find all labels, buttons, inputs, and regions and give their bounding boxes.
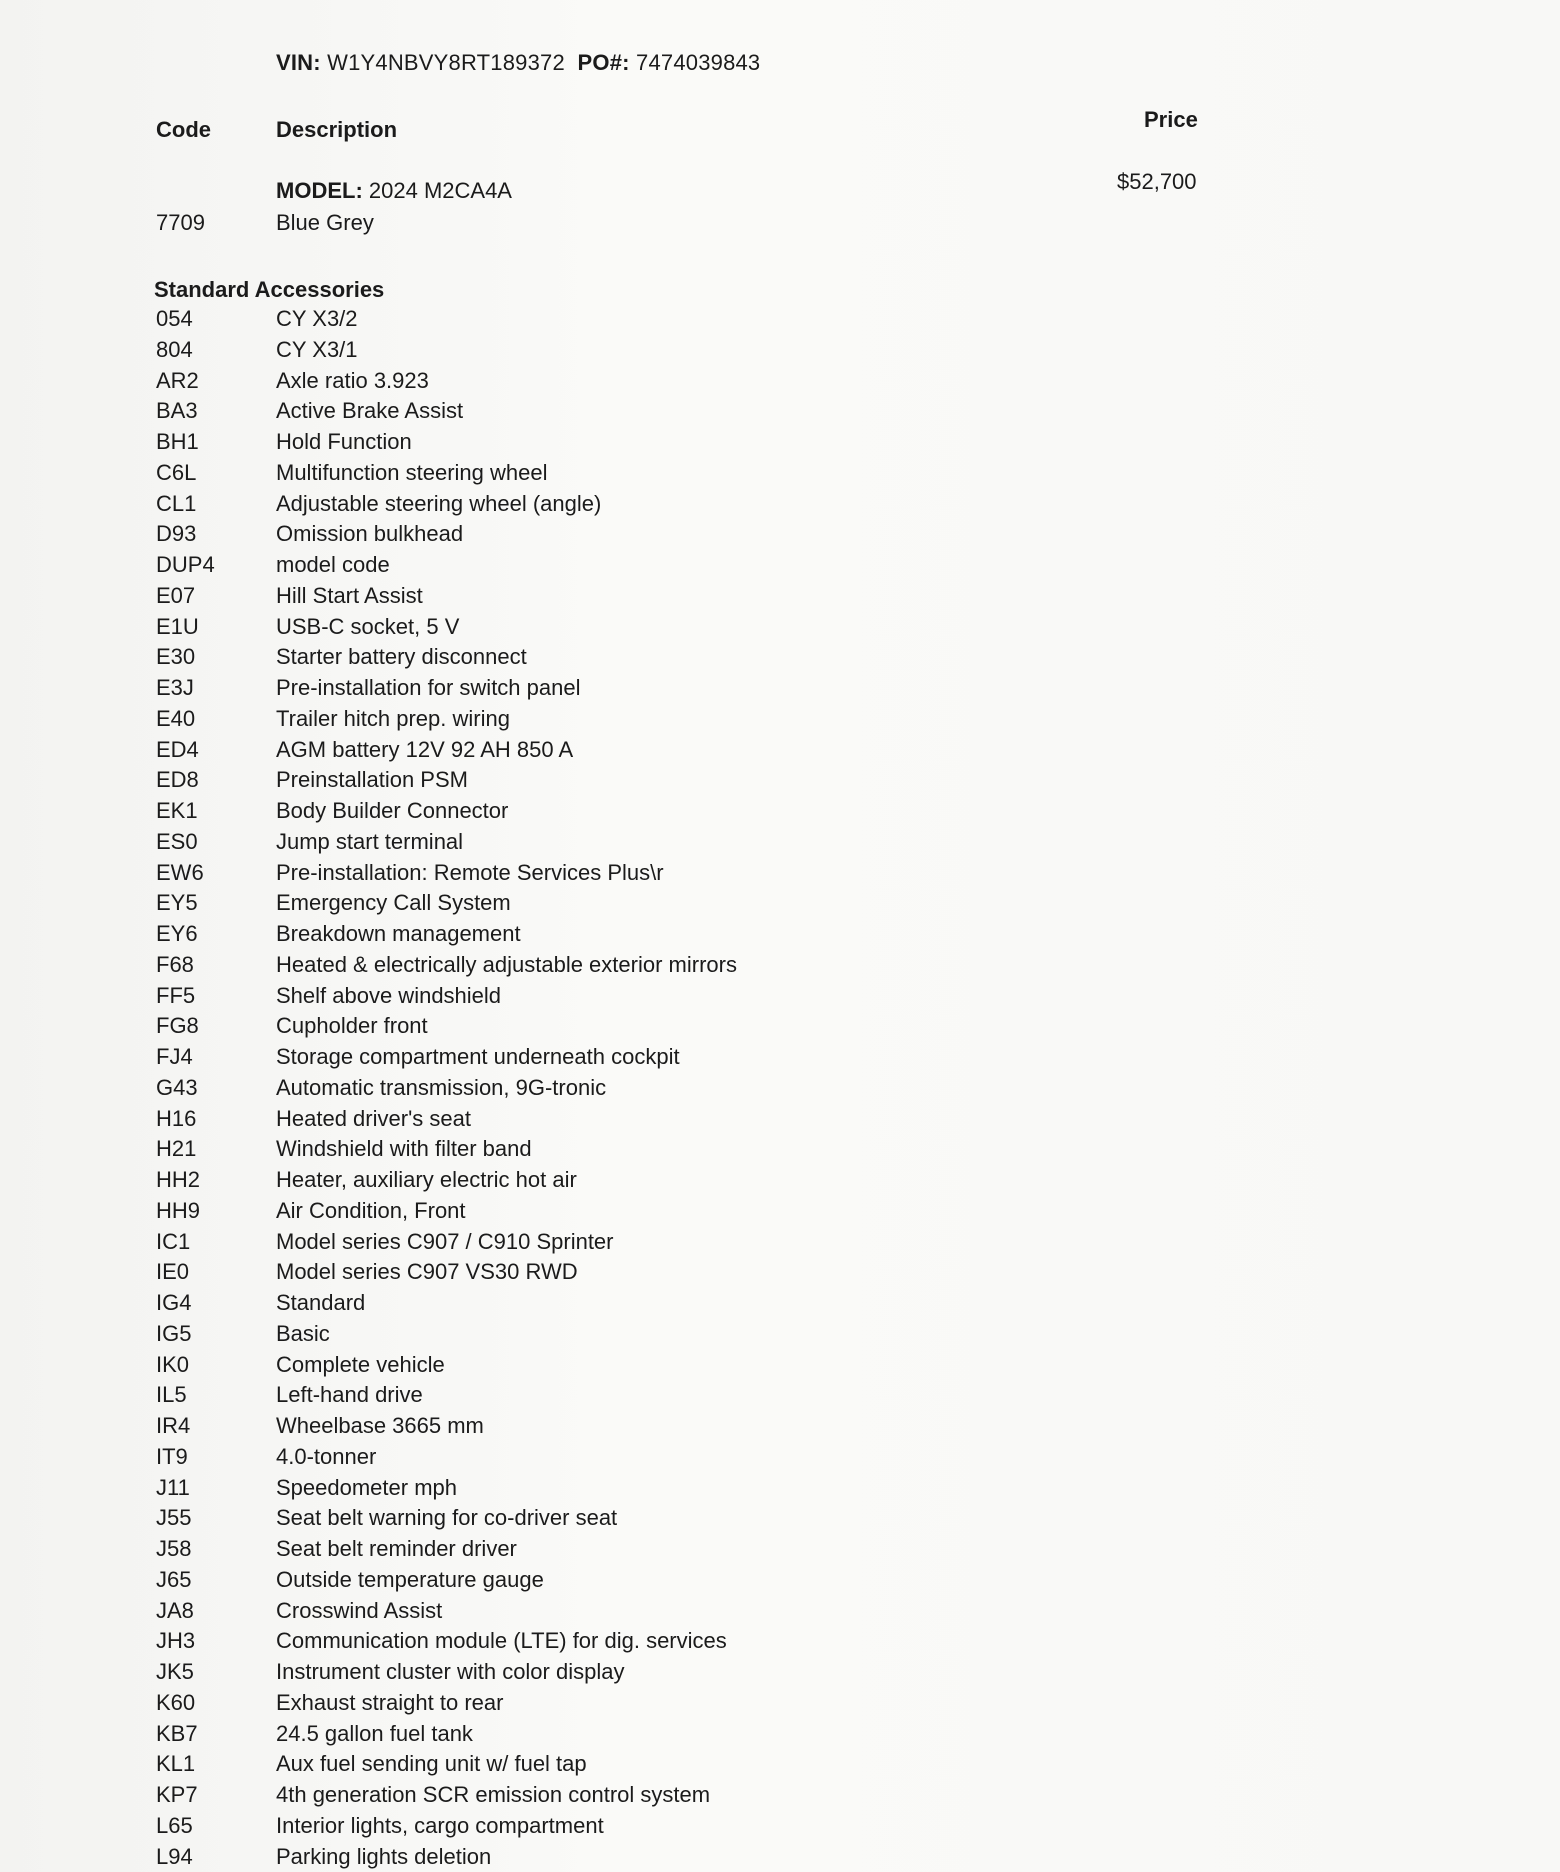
list-item bbox=[0, 1165, 1000, 1196]
list-item bbox=[0, 335, 1000, 366]
accessory-code: JK5 bbox=[156, 1659, 194, 1684]
list-item bbox=[0, 1657, 1000, 1688]
list-item bbox=[0, 1503, 1000, 1534]
list-item bbox=[0, 704, 1000, 735]
accessory-description: 24.5 gallon fuel tank bbox=[276, 1720, 473, 1746]
accessory-description: Wheelbase 3665 mm bbox=[276, 1413, 484, 1438]
list-item bbox=[0, 550, 1000, 581]
accessory-description: CY X3/1 bbox=[276, 336, 358, 362]
list-item bbox=[0, 1196, 1000, 1227]
accessory-code: H16 bbox=[156, 1105, 197, 1131]
list-item bbox=[0, 1473, 1000, 1504]
list-item bbox=[0, 765, 1000, 796]
accessory-description: Communication module (LTE) for dig. services bbox=[276, 1628, 727, 1654]
list-item bbox=[0, 919, 1000, 950]
list-item bbox=[0, 1073, 1000, 1104]
accessory-description: Multifunction steering wheel bbox=[276, 459, 548, 485]
list-item bbox=[0, 1011, 1000, 1042]
standard-accessories-list bbox=[0, 304, 1000, 1872]
accessory-code: E30 bbox=[156, 644, 196, 670]
list-item bbox=[0, 1626, 1000, 1657]
accessory-code: H21 bbox=[156, 1136, 197, 1162]
accessory-description: Jump start terminal bbox=[276, 828, 464, 854]
accessory-code: K60 bbox=[156, 1689, 196, 1715]
accessory-code: BA3 bbox=[156, 398, 198, 424]
accessory-code: J11 bbox=[156, 1474, 190, 1500]
accessory-description: Crosswind Assist bbox=[276, 1597, 443, 1623]
accessory-code: L65 bbox=[156, 1812, 193, 1838]
accessory-code: IR4 bbox=[156, 1413, 191, 1438]
accessory-description: Instrument cluster with color display bbox=[276, 1659, 625, 1684]
list-item bbox=[0, 796, 1000, 827]
accessory-code: G43 bbox=[156, 1074, 198, 1100]
vin-po-line bbox=[276, 50, 760, 76]
accessory-description: Left-hand drive bbox=[276, 1382, 423, 1408]
list-item bbox=[0, 888, 1000, 919]
list-item bbox=[0, 458, 1000, 489]
model-price: $52,700 bbox=[1117, 169, 1197, 194]
list-item bbox=[0, 1534, 1000, 1565]
accessory-description: Complete vehicle bbox=[276, 1351, 445, 1377]
list-item bbox=[0, 642, 1000, 673]
list-item bbox=[0, 1288, 1000, 1319]
accessory-code: HH2 bbox=[156, 1167, 201, 1192]
list-item bbox=[0, 1350, 1000, 1381]
accessory-code: IT9 bbox=[156, 1443, 188, 1469]
accessory-description: Pre-installation: Remote Services Plus\r bbox=[276, 859, 664, 885]
accessory-code: FG8 bbox=[156, 1013, 199, 1039]
accessory-code: J55 bbox=[156, 1505, 192, 1531]
accessory-description: Adjustable steering wheel (angle) bbox=[276, 490, 602, 516]
accessory-description: 4.0-tonner bbox=[276, 1443, 377, 1469]
accessory-description: Hill Start Assist bbox=[276, 582, 423, 608]
accessory-description: Exhaust straight to rear bbox=[276, 1689, 504, 1715]
accessory-description: Automatic transmission, 9G-tronic bbox=[276, 1074, 607, 1100]
column-header-code: Code bbox=[156, 117, 211, 142]
accessory-code: AR2 bbox=[156, 367, 199, 393]
model-value: 2024 M2CA4A bbox=[368, 178, 512, 203]
accessory-description: Shelf above windshield bbox=[276, 982, 502, 1008]
po-value: 7474039843 bbox=[636, 50, 761, 75]
list-item bbox=[0, 858, 1000, 889]
accessory-code: JH3 bbox=[156, 1628, 196, 1654]
accessory-description: Preinstallation PSM bbox=[276, 767, 468, 793]
accessory-code: E07 bbox=[156, 582, 196, 608]
list-item bbox=[0, 489, 1000, 520]
list-item bbox=[0, 1811, 1000, 1842]
accessory-description: Trailer hitch prep. wiring bbox=[276, 705, 510, 731]
accessory-code: HH9 bbox=[156, 1197, 201, 1223]
column-header-price: Price bbox=[1144, 107, 1198, 132]
accessory-description: Aux fuel sending unit w/ fuel tap bbox=[276, 1751, 587, 1777]
accessory-code: E3J bbox=[156, 675, 194, 700]
accessory-code: EY6 bbox=[156, 921, 198, 946]
list-item bbox=[0, 673, 1000, 704]
accessory-code: EW6 bbox=[156, 859, 204, 885]
list-item bbox=[0, 1688, 1000, 1719]
list-item bbox=[0, 612, 1000, 643]
list-item bbox=[0, 1749, 1000, 1780]
accessory-description: Heated driver's seat bbox=[276, 1105, 471, 1131]
accessory-description: Hold Function bbox=[276, 429, 412, 454]
accessory-code: C6L bbox=[156, 459, 197, 485]
accessory-description: Model series C907 / C910 Sprinter bbox=[276, 1228, 614, 1254]
accessory-code: DUP4 bbox=[156, 552, 215, 577]
accessory-code: ED8 bbox=[156, 767, 199, 793]
accessory-code: F68 bbox=[156, 951, 194, 977]
accessory-code: EY5 bbox=[156, 890, 198, 916]
accessory-code: 054 bbox=[156, 306, 193, 331]
accessory-description: Axle ratio 3.923 bbox=[276, 367, 429, 393]
list-item bbox=[0, 1042, 1000, 1073]
accessory-code: ED4 bbox=[156, 736, 199, 762]
accessory-code: IG4 bbox=[156, 1290, 192, 1315]
model-line bbox=[276, 178, 512, 204]
accessory-code: KL1 bbox=[156, 1751, 196, 1777]
list-item bbox=[0, 1442, 1000, 1473]
accessory-description: Standard bbox=[276, 1290, 366, 1315]
accessory-description: Outside temperature gauge bbox=[276, 1566, 544, 1592]
accessory-description: USB-C socket, 5 V bbox=[276, 613, 460, 639]
list-item bbox=[0, 1227, 1000, 1258]
accessory-code: E40 bbox=[156, 705, 196, 731]
accessory-code: ES0 bbox=[156, 828, 198, 854]
accessory-description: Model series C907 VS30 RWD bbox=[276, 1259, 578, 1285]
accessory-code: FJ4 bbox=[156, 1044, 193, 1069]
accessory-description: Seat belt warning for co-driver seat bbox=[276, 1505, 618, 1531]
accessory-code: JA8 bbox=[156, 1597, 194, 1623]
vin-value: W1Y4NBVY8RT189372 bbox=[327, 50, 565, 75]
accessory-description: Speedometer mph bbox=[276, 1474, 457, 1500]
accessory-description: Cupholder front bbox=[276, 1013, 428, 1039]
list-item bbox=[0, 304, 1000, 335]
accessory-code: FF5 bbox=[156, 982, 196, 1008]
po-label: PO#: bbox=[577, 50, 630, 75]
accessory-code: IE0 bbox=[156, 1259, 190, 1285]
list-item bbox=[0, 396, 1000, 427]
accessory-description: Pre-installation for switch panel bbox=[276, 675, 581, 700]
accessory-description: Seat belt reminder driver bbox=[276, 1536, 517, 1561]
accessory-code: IK0 bbox=[156, 1351, 190, 1377]
accessory-description: Emergency Call System bbox=[276, 890, 511, 916]
list-item bbox=[0, 950, 1000, 981]
accessory-code: 804 bbox=[156, 336, 193, 362]
color-code: 7709 bbox=[156, 210, 205, 235]
list-item bbox=[0, 1257, 1000, 1288]
accessory-description: CY X3/2 bbox=[276, 306, 358, 331]
accessory-description: Basic bbox=[276, 1320, 330, 1346]
accessory-description: Body Builder Connector bbox=[276, 798, 509, 823]
accessory-description: Heater, auxiliary electric hot air bbox=[276, 1167, 577, 1192]
accessory-description: Storage compartment underneath cockpit bbox=[276, 1044, 680, 1069]
accessory-description: Heated & electrically adjustable exterior mirrors bbox=[276, 951, 737, 977]
list-item bbox=[0, 1380, 1000, 1411]
list-item bbox=[0, 427, 1000, 458]
list-item bbox=[0, 1596, 1000, 1627]
list-item bbox=[0, 1780, 1000, 1811]
accessory-code: CL1 bbox=[156, 490, 197, 516]
accessory-description: model code bbox=[276, 552, 390, 577]
accessory-description: Air Condition, Front bbox=[276, 1197, 466, 1223]
accessory-description: Active Brake Assist bbox=[276, 398, 464, 424]
accessory-code: IL5 bbox=[156, 1382, 187, 1408]
vin-label: VIN: bbox=[276, 50, 321, 75]
accessory-description: Breakdown management bbox=[276, 921, 521, 946]
list-item bbox=[0, 1134, 1000, 1165]
accessory-description: AGM battery 12V 92 AH 850 A bbox=[276, 736, 574, 762]
accessory-code: D93 bbox=[156, 521, 197, 547]
list-item bbox=[0, 519, 1000, 550]
list-item bbox=[0, 366, 1000, 397]
accessory-code: KB7 bbox=[156, 1720, 198, 1746]
accessory-code: IG5 bbox=[156, 1320, 192, 1346]
accessory-description: 4th generation SCR emission control system bbox=[276, 1782, 711, 1807]
accessory-code: J65 bbox=[156, 1566, 192, 1592]
accessory-code: KP7 bbox=[156, 1782, 198, 1807]
standard-accessories-title: Standard Accessories bbox=[154, 277, 385, 302]
list-item bbox=[0, 1842, 1000, 1872]
accessory-description: Interior lights, cargo compartment bbox=[276, 1812, 604, 1838]
list-item bbox=[0, 1565, 1000, 1596]
model-label: MODEL: bbox=[276, 178, 363, 203]
column-header-description: Description bbox=[276, 117, 398, 142]
list-item bbox=[0, 981, 1000, 1012]
list-item bbox=[0, 735, 1000, 766]
accessory-code: L94 bbox=[156, 1843, 193, 1869]
accessory-code: BH1 bbox=[156, 429, 199, 454]
accessory-description: Parking lights deletion bbox=[276, 1843, 492, 1869]
accessory-code: J58 bbox=[156, 1536, 192, 1561]
accessory-description: Omission bulkhead bbox=[276, 521, 464, 547]
accessory-description: Windshield with filter band bbox=[276, 1136, 532, 1162]
accessory-code: E1U bbox=[156, 613, 199, 639]
list-item bbox=[0, 1319, 1000, 1350]
color-description: Blue Grey bbox=[276, 210, 374, 235]
list-item bbox=[0, 1411, 1000, 1442]
accessory-code: EK1 bbox=[156, 798, 198, 823]
accessory-description: Starter battery disconnect bbox=[276, 644, 527, 670]
list-item bbox=[0, 1104, 1000, 1135]
accessory-code: IC1 bbox=[156, 1228, 191, 1254]
list-item bbox=[0, 581, 1000, 612]
list-item bbox=[0, 1719, 1000, 1750]
list-item bbox=[0, 827, 1000, 858]
